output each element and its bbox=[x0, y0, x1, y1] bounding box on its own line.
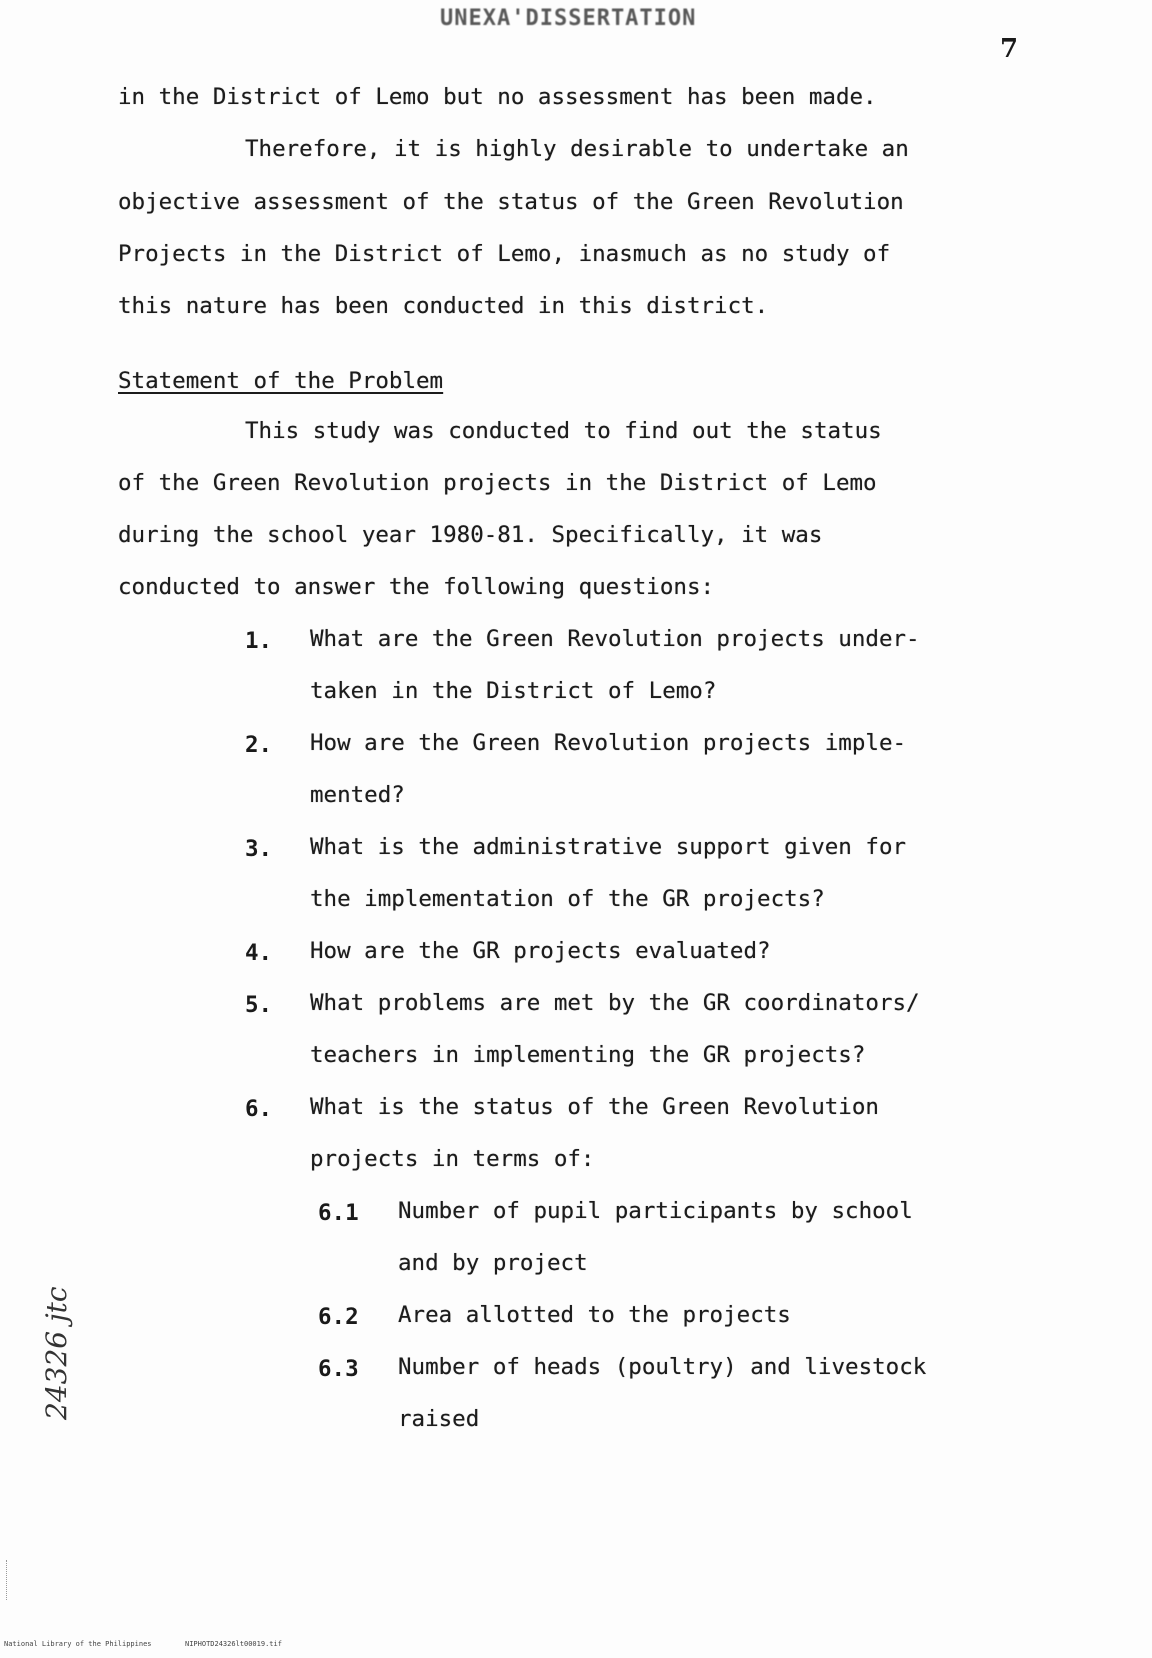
question-number: 5. bbox=[245, 992, 273, 1018]
problem-line-3: during the school year 1980-81. Specifically, it was bbox=[118, 522, 823, 548]
handwritten-margin-note: 24326 jtc bbox=[40, 1286, 73, 1420]
intro-line-4: Projects in the District of Lemo, inasmuch as no study of bbox=[118, 241, 891, 267]
footer-library: National Library of the Philippines bbox=[4, 1640, 152, 1648]
question-line: projects in terms of: bbox=[310, 1146, 595, 1172]
problem-line-4: conducted to answer the following questions: bbox=[118, 574, 715, 600]
subitem-line: Number of pupil participants by school bbox=[398, 1198, 913, 1224]
subitem-line: and by project bbox=[398, 1250, 588, 1276]
question-number: 3. bbox=[245, 836, 273, 862]
question-line: What problems are met by the GR coordinators/ bbox=[310, 990, 920, 1016]
question-line: teachers in implementing the GR projects? bbox=[310, 1042, 866, 1068]
subitem-line: Number of heads (poultry) and livestock bbox=[398, 1354, 927, 1380]
scan-edge-mark bbox=[6, 1560, 9, 1600]
question-number: 6. bbox=[245, 1096, 273, 1122]
question-number: 2. bbox=[245, 732, 273, 758]
subitem-number: 6.2 bbox=[318, 1304, 359, 1330]
question-line: How are the Green Revolution projects imple- bbox=[310, 730, 907, 756]
subitem-number: 6.3 bbox=[318, 1356, 359, 1382]
question-number: 4. bbox=[245, 940, 273, 966]
footer-filename: NIPHOTD24326lt00019.tif bbox=[185, 1640, 282, 1648]
problem-line-1: This study was conducted to find out the status bbox=[245, 418, 882, 444]
problem-line-2: of the Green Revolution projects in the District of Lemo bbox=[118, 470, 877, 496]
question-number: 1. bbox=[245, 628, 273, 654]
subitem-number: 6.1 bbox=[318, 1200, 359, 1226]
intro-line-2: Therefore, it is highly desirable to undertake an bbox=[245, 136, 909, 162]
subitem-line: Area allotted to the projects bbox=[398, 1302, 791, 1328]
question-line: taken in the District of Lemo? bbox=[310, 678, 717, 704]
question-line: the implementation of the GR projects? bbox=[310, 886, 825, 912]
question-line: What are the Green Revolution projects under- bbox=[310, 626, 920, 652]
intro-line-1: in the District of Lemo but no assessment has been made. bbox=[118, 84, 877, 110]
question-line: What is the status of the Green Revolution bbox=[310, 1094, 879, 1120]
intro-line-5: this nature has been conducted in this district. bbox=[118, 293, 769, 319]
subitem-line: raised bbox=[398, 1406, 480, 1432]
section-heading: Statement of the Problem bbox=[118, 368, 444, 394]
question-line: What is the administrative support given for bbox=[310, 834, 907, 860]
question-line: mented? bbox=[310, 782, 405, 808]
question-line: How are the GR projects evaluated? bbox=[310, 938, 771, 964]
header-stamp: UNEXA'DISSERTATION bbox=[440, 6, 697, 31]
page-number: 7 bbox=[1000, 34, 1019, 64]
intro-line-3: objective assessment of the status of the Green Revolution bbox=[118, 189, 904, 215]
